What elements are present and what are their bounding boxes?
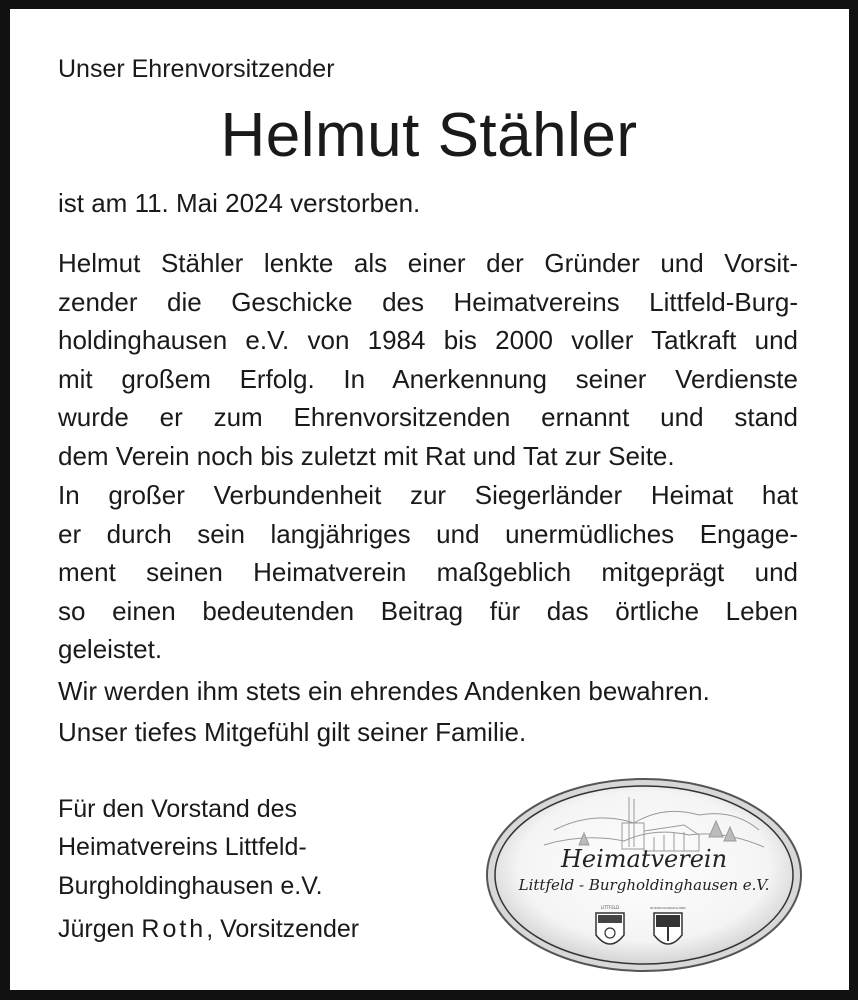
signature-line-1: Für den Vorstand des [58, 795, 298, 823]
seal-title: Heimatverein [560, 845, 728, 873]
signature-line-3: Burgholdinghausen e.V. [58, 872, 323, 900]
signatory-role: , Vorsitzender [206, 915, 360, 943]
crest-right-label: BURGHOLDINGHAUSEN [650, 906, 686, 910]
signatory-last-name: Roth [141, 915, 207, 943]
signatory-first-name: Jürgen [58, 915, 135, 943]
tribute-paragraph-1 [58, 244, 798, 475]
paragraph-line: Helmut Stähler lenkte als einer der Gründer und Vorsit- [58, 248, 798, 278]
death-date-line: ist am 11. Mai 2024 verstorben. [58, 188, 421, 218]
intro-text: Unser Ehrenvorsitzender [58, 55, 335, 83]
paragraph-line: wurde er zum Ehrenvorsitzenden ernannt und stand [58, 402, 798, 432]
paragraph-line: so einen bedeutenden Beitrag für das örtliche Leben [58, 595, 798, 626]
paragraph-line: er durch sein langjähriges und unermüdliches Engage- [58, 518, 798, 549]
paragraph-line: mit großem Erfolg. In Anerkennung seiner Verdienste [58, 363, 798, 394]
paragraph-line: geleistet. [58, 634, 163, 664]
association-seal [484, 775, 804, 975]
signature-line-2: Heimatvereins Littfeld- [58, 833, 307, 861]
crest-left-label: LITTFELD [600, 905, 620, 910]
signatory [58, 910, 359, 948]
paragraph-line: dem Verein noch bis zuletzt mit Rat und Tat zur Seite. [58, 440, 675, 471]
seal-subtitle: Littfeld - Burgholdinghausen e.V. [518, 876, 770, 894]
paragraph-line: In großer Verbundenheit zur Siegerländer Heimat hat [58, 480, 798, 510]
tribute-paragraph-2 [58, 476, 798, 669]
paragraph-line: zender die Geschicke des Heimatvereins Littfeld-Burg- [58, 286, 798, 317]
paragraph-line: ment seinen Heimatverein maßgeblich mitgeprägt und [58, 557, 798, 587]
deceased-name: Helmut Stähler [220, 101, 638, 170]
sympathy-line: Unser tiefes Mitgefühl gilt seiner Familie. [58, 717, 527, 747]
littfeld-crest-icon [596, 913, 624, 944]
paragraph-line: holdinghausen e.V. von 1984 bis 2000 voller Tatkraft und [58, 325, 798, 355]
burgholdinghausen-crest-icon [654, 913, 682, 944]
closing-line: Wir werden ihm stets ein ehrendes Andenken bewahren. [58, 676, 710, 706]
